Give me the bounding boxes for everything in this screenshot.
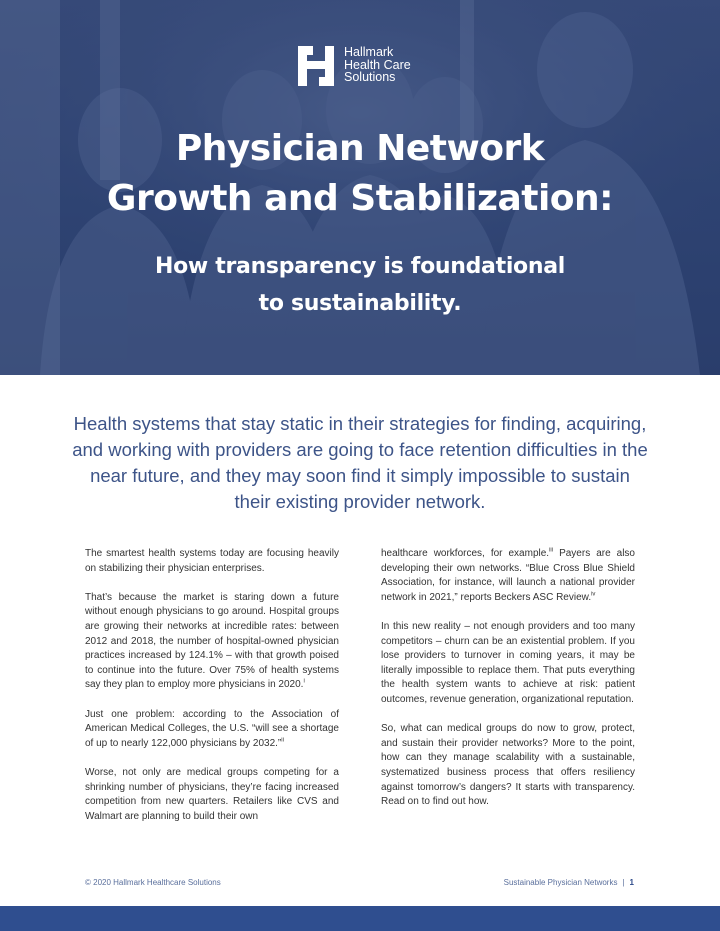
left-paragraph-2 xyxy=(85,591,339,693)
lead-paragraph: Health systems that stay static in their strategies for finding, acquiring, and working with providers are going to face retention difficulties in the near future, and they may soon find it simply impossible to sustain their existing provider network. xyxy=(72,413,648,512)
logo-line-2: Health Care xyxy=(344,57,411,72)
left-column xyxy=(85,547,339,839)
footer-doc-title: Sustainable Physician Networks xyxy=(503,878,618,887)
brand-logo xyxy=(298,46,411,86)
bottom-color-bar xyxy=(0,906,720,931)
title-line-1: Physician Network xyxy=(175,128,545,169)
right-paragraph-1 xyxy=(381,547,635,605)
right-column xyxy=(381,547,635,824)
footer-copyright: © 2020 Hallmark Healthcare Solutions xyxy=(85,878,221,887)
right-paragraph-1b: Payers are also developing their own networks. “Blue Cross Blue Shield Association, for instance, will launch a national provider network in 2021,” reports Beckers ASC Review. xyxy=(381,548,635,603)
logo-line-1: Hallmark xyxy=(344,45,394,59)
right-paragraph-1a: healthcare workforces, for example. xyxy=(381,548,550,559)
page-number: 1 xyxy=(629,878,634,887)
page-title xyxy=(0,124,720,224)
subtitle-line-1: How transparency is foundational xyxy=(154,254,566,279)
hero-banner xyxy=(0,0,720,375)
title-line-2: Growth and Stabilization: xyxy=(106,178,614,219)
footer-doc-info xyxy=(504,878,634,887)
left-paragraph-3 xyxy=(85,708,339,752)
left-paragraph-3-text: Just one problem: according to the Association of American Medical Colleges, the U.S. “will see a shortage of up to nearly 122,000 physicians by 2032.” xyxy=(85,708,339,749)
footer-separator: | xyxy=(622,878,625,887)
logo-wordmark xyxy=(344,46,411,84)
hallmark-h-icon xyxy=(298,46,334,86)
page-subtitle xyxy=(0,248,720,322)
left-paragraph-2-text: That’s because the market is staring down a future without enough physicians to go around. Hospital groups are growing their networks at incredible rates: between 2012 and 2018, the number of hospital-owned physician practices increased by 124.1% – with that growth poised to continue into the future. Over 75% of health systems say they plan to employ more physicians in 2020. xyxy=(85,591,339,691)
footnote-ref-i: i xyxy=(303,679,305,686)
left-paragraph-4: Worse, not only are medical groups competing for a shrinking number of physicians, they’re facing increased competition from new quarters. Retailers like CVS and Walmart are planning to build their own xyxy=(85,766,339,822)
footnote-ref-ii: ii xyxy=(281,737,284,744)
subtitle-line-2: to sustainability. xyxy=(258,291,462,316)
footnote-ref-iii: iii xyxy=(549,547,554,554)
right-paragraph-2: In this new reality – not enough providers and too many competitors – churn can be an existential problem. If you lose providers to turnover in coming years, it may be literally impossible to replace them. That puts everything the health system wants to achieve at risk: patient outcomes, revenue generation, organizational reputation. xyxy=(381,620,635,705)
logo-line-3: Solutions xyxy=(344,70,396,84)
left-paragraph-1: The smartest health systems today are focusing heavily on stabilizing their physician enterprises. xyxy=(85,548,339,574)
right-paragraph-3: So, what can medical groups do now to grow, protect, and sustain their provider networks? More to the point, how can they manage scalability with a sustainable, systematized business process that offers resiliency against tomorrow’s dangers? It starts with transparency. Read on to find out how. xyxy=(381,723,635,808)
footnote-ref-iv: iv xyxy=(591,591,596,598)
